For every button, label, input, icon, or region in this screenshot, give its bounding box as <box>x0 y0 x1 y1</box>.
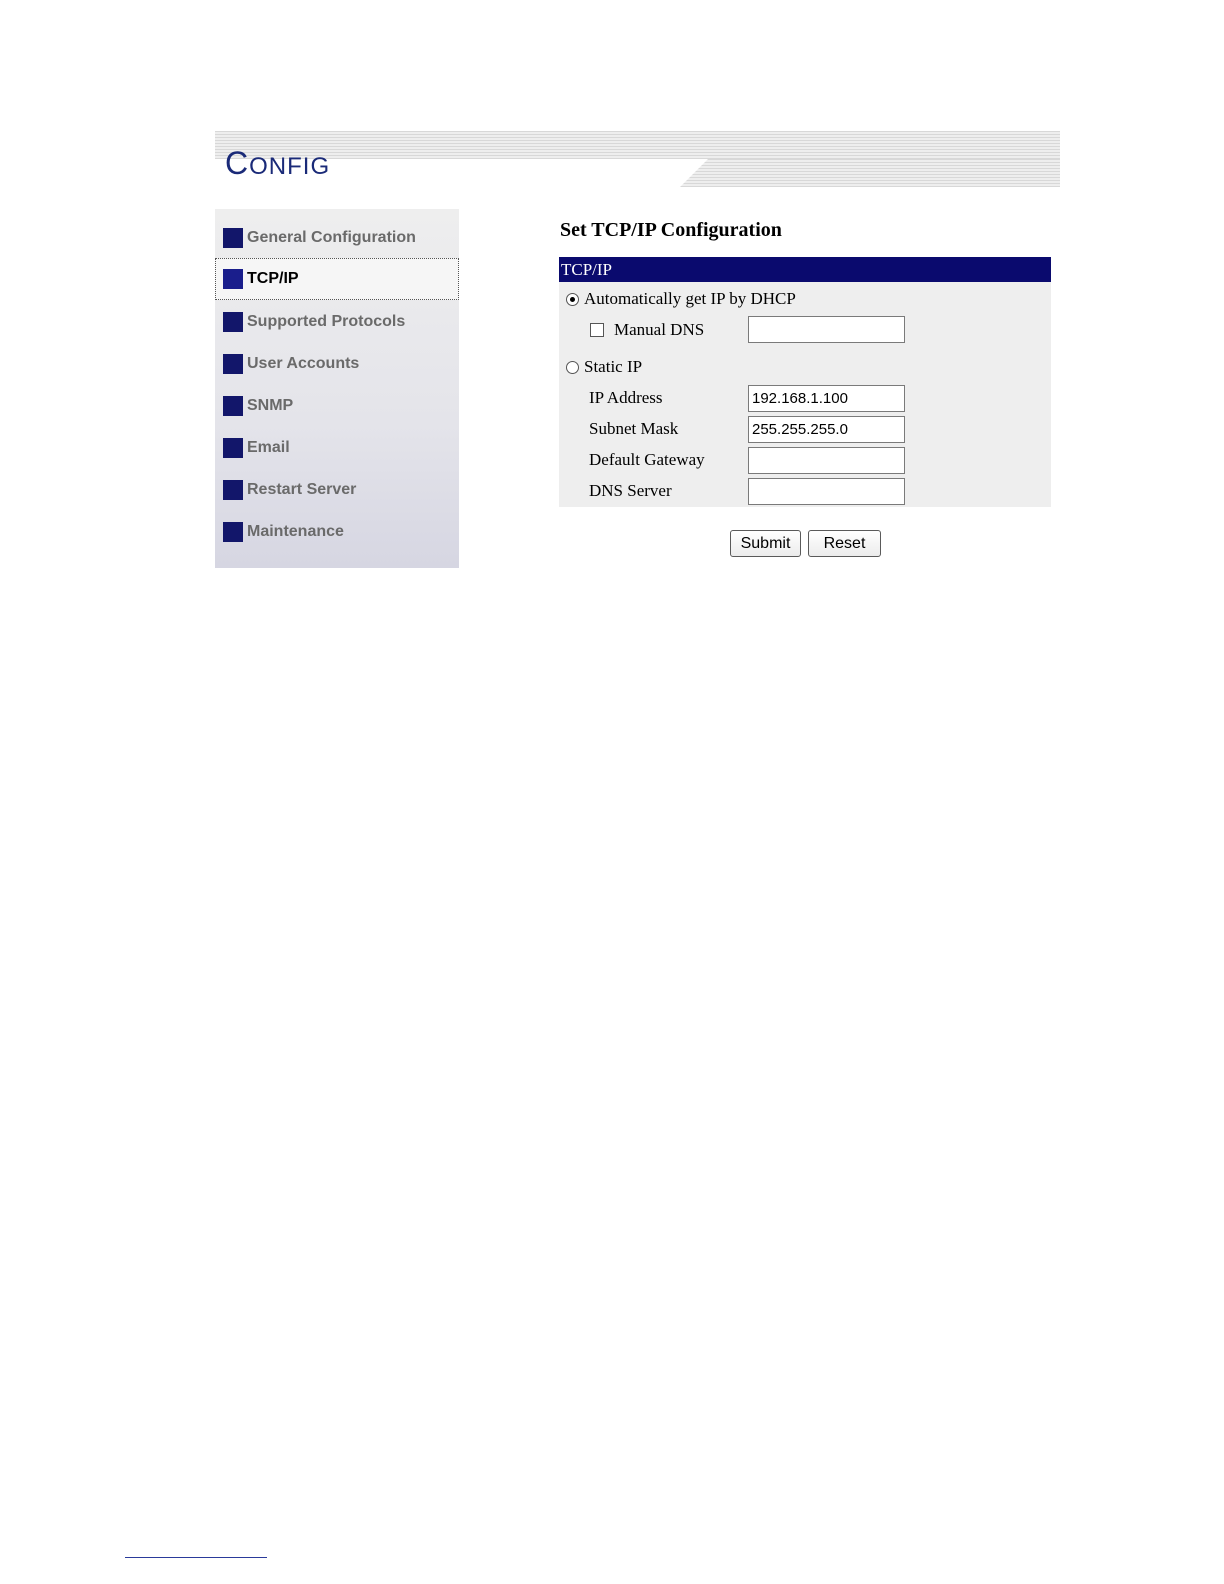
sidebar-item-general-configuration[interactable] <box>215 218 459 258</box>
sidebar-item-label: TCP/IP <box>247 270 299 287</box>
sidebar-item-label: General Configuration <box>247 229 416 246</box>
sidebar-item-label: Supported Protocols <box>247 313 406 330</box>
nav-square-icon <box>223 354 243 374</box>
nav-square-icon <box>223 480 243 500</box>
sidebar-item-label: SNMP <box>247 397 294 414</box>
sidebar-item-supported-protocols[interactable] <box>215 302 459 342</box>
dns-server-label: DNS Server <box>589 481 672 500</box>
ip-address-label: IP Address <box>589 388 663 407</box>
sidebar-item-label: User Accounts <box>247 355 360 372</box>
manual-dns-row <box>590 320 704 340</box>
nav-square-icon <box>223 269 243 289</box>
default-gateway-input[interactable] <box>748 447 905 474</box>
static-ip-radio[interactable] <box>566 361 579 374</box>
subnet-mask-label: Subnet Mask <box>589 419 679 438</box>
manual-dns-input[interactable] <box>748 316 905 343</box>
dhcp-radio[interactable] <box>566 293 579 306</box>
manual-dns-label: Manual DNS <box>614 320 705 339</box>
sidebar-item-restart-server[interactable] <box>215 470 459 510</box>
header-stripes-right <box>680 159 1060 187</box>
sidebar-item-snmp[interactable] <box>215 386 459 426</box>
sidebar-item-label: Email <box>247 439 290 456</box>
tcpip-panel <box>559 257 1051 507</box>
default-gateway-label: Default Gateway <box>589 450 705 469</box>
footer-rule <box>125 1557 267 1558</box>
submit-button[interactable]: Submit <box>730 530 801 557</box>
dhcp-label: Automatically get IP by DHCP <box>584 289 796 308</box>
panel-header: TCP/IP <box>559 257 1051 282</box>
sidebar-item-tcp-ip[interactable] <box>215 258 459 300</box>
dns-server-input[interactable] <box>748 478 905 505</box>
ip-address-input[interactable] <box>748 385 905 412</box>
subnet-mask-input[interactable] <box>748 416 905 443</box>
dhcp-option-row <box>566 289 796 309</box>
sidebar-item-user-accounts[interactable] <box>215 344 459 384</box>
header-stripes <box>215 131 1060 159</box>
config-app <box>215 131 1060 568</box>
nav-square-icon <box>223 396 243 416</box>
reset-button[interactable]: Reset <box>808 530 881 557</box>
sidebar-nav <box>215 209 459 568</box>
static-ip-row <box>566 357 642 377</box>
sidebar-item-maintenance[interactable] <box>215 512 459 552</box>
sidebar-item-label: Maintenance <box>247 523 344 540</box>
nav-square-icon <box>223 228 243 248</box>
static-ip-label: Static IP <box>584 357 643 376</box>
config-logo: CONFIG <box>225 145 331 181</box>
page-title: Set TCP/IP Configuration <box>560 219 782 241</box>
nav-square-icon <box>223 438 243 458</box>
header-banner <box>215 131 1060 187</box>
nav-square-icon <box>223 522 243 542</box>
sidebar-item-label: Restart Server <box>247 481 357 498</box>
manual-dns-checkbox[interactable] <box>590 323 604 337</box>
nav-square-icon <box>223 312 243 332</box>
sidebar-item-email[interactable] <box>215 428 459 468</box>
header-wedge <box>680 159 708 187</box>
